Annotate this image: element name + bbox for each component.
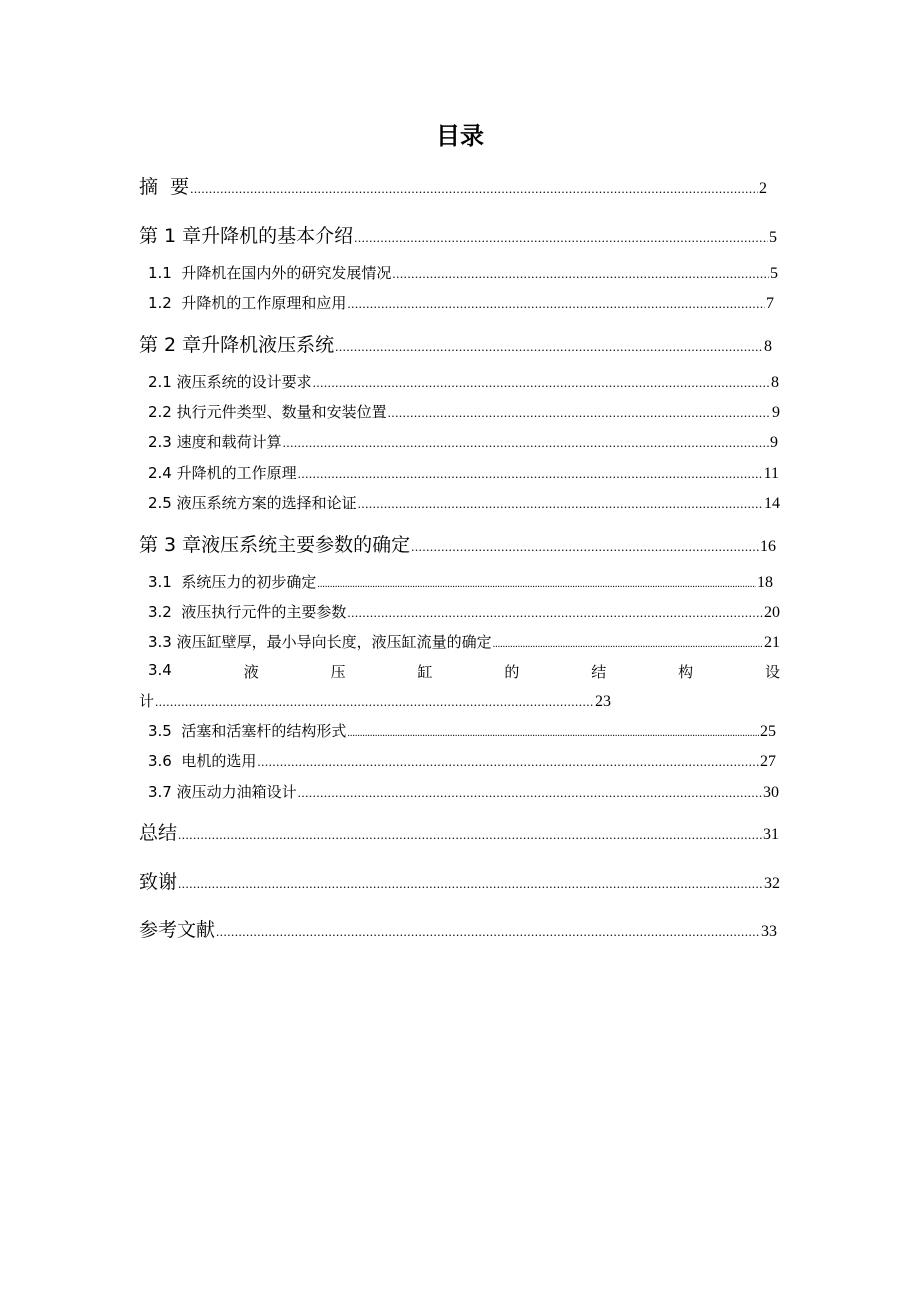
toc-entry-label: 3.7 液压动力油箱设计 — [148, 783, 297, 801]
toc-entry-word: 缸 — [417, 663, 433, 681]
toc-entry-word: 设 — [764, 663, 780, 681]
toc-entry-label: 第 1 章升降机的基本介绍 — [139, 225, 354, 247]
dot-leader — [190, 181, 758, 197]
toc-entry-label: 总结 — [139, 822, 178, 844]
toc-entry-page: 23 — [595, 693, 611, 710]
toc-entry-label: 2.4 升降机的工作原理 — [148, 464, 297, 482]
toc-entry-references[interactable] — [139, 915, 777, 942]
toc-entry-section-2-5[interactable] — [148, 492, 780, 513]
dot-leader — [347, 296, 765, 312]
toc-entry-section-3-4-continued[interactable] — [139, 690, 611, 711]
toc-entry-word: 结 — [591, 663, 607, 681]
toc-entry-page: 20 — [764, 604, 780, 621]
toc-entry-section-3-3[interactable] — [148, 631, 780, 652]
toc-entry-section-2-2[interactable] — [148, 401, 780, 422]
dot-leader — [178, 876, 763, 892]
toc-entry-page: 31 — [763, 826, 779, 843]
toc-entry-page: 9 — [772, 404, 780, 421]
toc-entry-word: 3.4 — [148, 661, 172, 679]
toc-entry-section-3-4[interactable] — [148, 661, 780, 682]
dot-leader — [317, 579, 756, 590]
dot-leader — [283, 435, 769, 451]
toc-entry-page: 11 — [763, 465, 779, 482]
toc-entry-page: 5 — [770, 265, 778, 282]
toc-entry-label: 3.5 活塞和活塞杆的结构形式 — [148, 722, 347, 740]
toc-entry-section-1-2[interactable] — [148, 292, 774, 313]
toc-entry-label: 摘 要 — [139, 176, 190, 198]
toc-entry-label: 致谢 — [139, 871, 178, 893]
toc-entry-label: 2.2 执行元件类型、数量和安装位置 — [148, 403, 387, 421]
toc-entry-label: 3.1 系统压力的初步确定 — [148, 573, 317, 591]
toc-entry-page: 8 — [771, 374, 779, 391]
toc-entry-page: 21 — [764, 634, 780, 651]
toc-entry-page: 7 — [766, 295, 774, 312]
dot-leader — [347, 728, 759, 739]
toc-entry-page: 25 — [760, 723, 776, 740]
toc-entry-page: 8 — [764, 338, 772, 355]
toc-entry-section-1-1[interactable] — [148, 262, 778, 283]
dot-leader — [313, 375, 770, 391]
toc-entry-page: 2 — [759, 180, 767, 197]
dot-leader — [257, 754, 759, 770]
toc-entry-page: 16 — [760, 538, 776, 555]
toc-entry-label: 2.1 液压系统的设计要求 — [148, 373, 312, 391]
toc-entry-word: 的 — [504, 663, 520, 681]
dot-leader — [335, 339, 763, 355]
toc-entry-summary[interactable] — [139, 818, 779, 845]
toc-entry-section-2-3[interactable] — [148, 431, 778, 452]
toc-entry-section-3-6[interactable] — [148, 750, 776, 771]
toc-entry-abstract[interactable] — [139, 172, 767, 199]
toc-entry-chapter-2[interactable] — [139, 330, 772, 357]
dot-leader — [178, 827, 762, 843]
toc-title: 目录 — [436, 122, 484, 150]
toc-entry-page: 32 — [764, 875, 780, 892]
toc-entry-word: 液 — [243, 663, 259, 681]
toc-entry-label: 1.2 升降机的工作原理和应用 — [148, 294, 347, 312]
toc-entry-page: 9 — [770, 434, 778, 451]
dot-leader — [493, 639, 763, 650]
dot-leader — [358, 496, 763, 512]
dot-leader — [354, 230, 768, 246]
toc-entry-label: 2.3 速度和载荷计算 — [148, 433, 282, 451]
toc-entry-section-3-2[interactable] — [148, 601, 780, 622]
toc-entry-label: 第 2 章升降机液压系统 — [139, 334, 335, 356]
dot-leader — [411, 539, 759, 555]
toc-entry-label: 3.6 电机的选用 — [148, 752, 257, 770]
toc-entry-page: 30 — [763, 784, 779, 801]
dot-leader — [347, 605, 763, 621]
toc-entry-label: 参考文献 — [139, 919, 216, 941]
toc-entry-chapter-3[interactable] — [139, 530, 776, 557]
toc-entry-label: 3.2 液压执行元件的主要参数 — [148, 603, 347, 621]
dot-leader — [298, 785, 762, 801]
toc-entry-section-2-1[interactable] — [148, 371, 779, 392]
toc-entry-page: 27 — [760, 753, 776, 770]
toc-entry-page: 14 — [764, 495, 780, 512]
toc-entry-word: 构 — [678, 663, 694, 681]
toc-entry-chapter-1[interactable] — [139, 221, 777, 248]
dot-leader — [392, 266, 769, 282]
dot-leader — [216, 924, 760, 940]
toc-entry-section-3-1[interactable] — [148, 571, 773, 592]
toc-entry-thanks[interactable] — [139, 867, 780, 894]
toc-entry-label: 第 3 章液压系统主要参数的确定 — [139, 534, 411, 556]
toc-entry-label: 2.5 液压系统方案的选择和论证 — [148, 494, 357, 512]
toc-entry-label: 计 — [139, 692, 155, 710]
toc-entry-word: 压 — [330, 663, 346, 681]
toc-entry-page: 33 — [761, 923, 777, 940]
toc-entry-page: 18 — [757, 574, 773, 591]
dot-leader — [155, 694, 594, 710]
dot-leader — [388, 405, 771, 421]
toc-entry-label: 1.1 升降机在国内外的研究发展情况 — [148, 264, 392, 282]
dot-leader — [298, 466, 763, 482]
toc-entry-section-3-5[interactable] — [148, 720, 776, 741]
toc-entry-section-3-7[interactable] — [148, 781, 779, 802]
toc-entry-label: 3.3 液压缸壁厚，最小导向长度，液压缸流量的确定 — [148, 633, 492, 651]
toc-entry-section-2-4[interactable] — [148, 462, 779, 483]
toc-entry-page: 5 — [769, 229, 777, 246]
